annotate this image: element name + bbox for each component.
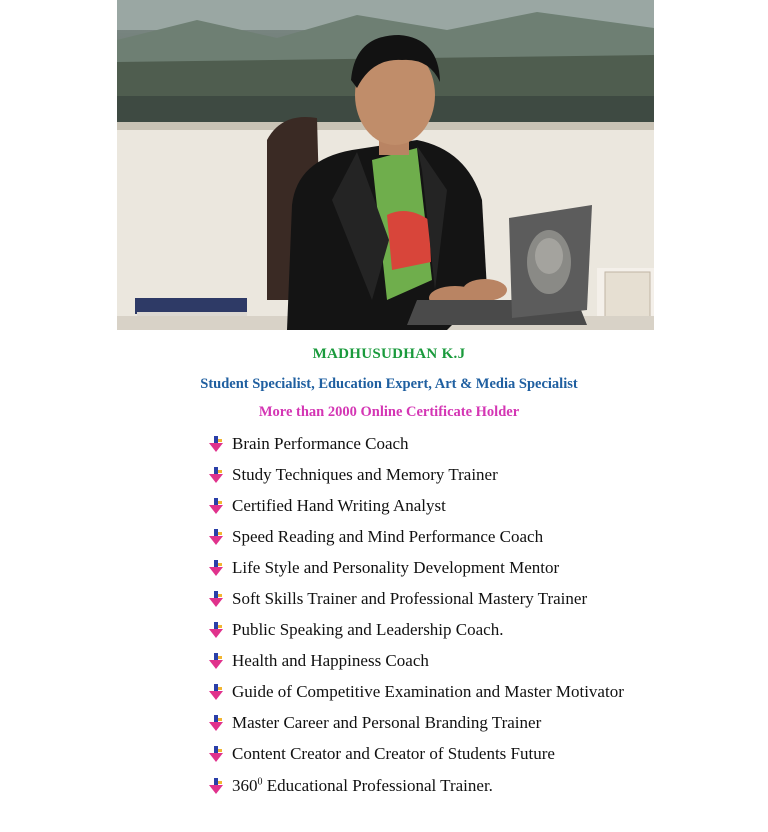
list-item [208,646,624,677]
role-text: Life Style and Personality Development Mentor [232,557,560,577]
role-text: Public Speaking and Leadership Coach. [232,620,504,640]
bullet-arrow-icon [208,435,224,453]
list-item [208,770,624,801]
bullet-arrow-icon [208,652,224,670]
roles-list [208,428,624,801]
role-text-prefix: 360 [232,775,258,795]
bullet-arrow-icon [208,497,224,515]
role-text: Brain Performance Coach [232,433,409,453]
list-item [208,739,624,770]
role-text-suffix: Educational Professional Trainer. [262,775,493,795]
bullet-arrow-icon [208,528,224,546]
bullet-arrow-icon [208,683,224,701]
role-text [232,776,493,796]
list-item [208,708,624,739]
certificate-line: More than 2000 Online Certificate Holder [258,404,520,420]
role-text: Health and Happiness Coach [232,651,429,671]
bullet-arrow-icon [208,745,224,763]
profile-name: MADHUSUDHAN K.J [312,346,466,362]
list-item [208,428,624,459]
role-text: Guide of Competitive Examination and Master Motivator [232,682,624,702]
role-text: Study Techniques and Memory Trainer [232,464,498,484]
role-text: Certified Hand Writing Analyst [232,495,446,515]
list-item [208,521,624,552]
bullet-arrow-icon [208,714,224,732]
list-item [208,490,624,521]
list-item [208,677,624,708]
list-item [208,552,624,583]
role-text: Content Creator and Creator of Students Future [232,744,555,764]
list-item [208,615,624,646]
list-item [208,583,624,614]
list-item [208,459,624,490]
role-text: Speed Reading and Mind Performance Coach [232,526,544,546]
bullet-arrow-icon [208,466,224,484]
bullet-arrow-icon [208,590,224,608]
role-text: Master Career and Personal Branding Trainer [232,713,542,733]
role-text: Soft Skills Trainer and Professional Mastery Trainer [232,589,588,609]
bullet-arrow-icon [208,559,224,577]
bullet-arrow-icon [208,621,224,639]
role-text-superscript: 0 [257,775,263,787]
bullet-arrow-icon [208,777,224,795]
profile-subtitle: Student Specialist, Education Expert, Art & Media Specialist [200,376,578,392]
portrait-photo [117,0,654,330]
